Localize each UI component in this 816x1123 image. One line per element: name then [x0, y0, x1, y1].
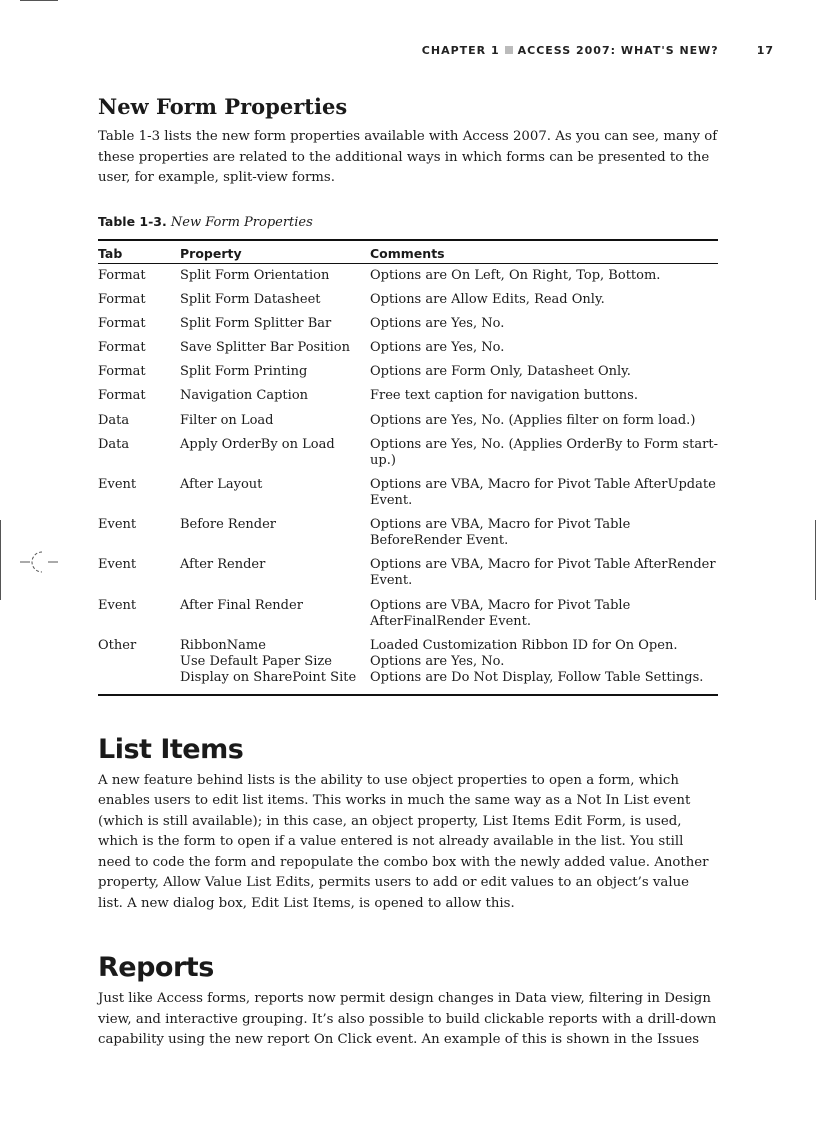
table-row — [98, 473, 718, 513]
cell-property: After Final Render — [180, 597, 303, 613]
cell-comments: Options are VBA, Macro for Pivot Table AfterRender Event. — [370, 557, 716, 589]
table-row — [98, 433, 718, 473]
cell-tab: Format — [98, 340, 146, 356]
form-properties-paragraph: Table 1-3 lists the new form properties available with Access 2007. As you can see, many of these properties are related to the additional ways in which forms can be presented to the user, for example, split-view forms. — [98, 129, 718, 185]
cell-comments: Options are Yes, No. — [370, 315, 505, 331]
cell-property: Split Form Splitter Bar — [180, 315, 332, 331]
cell-comments: Options are Yes, No. (Applies filter on form load.) — [370, 412, 696, 428]
cell-tab: Event — [98, 477, 137, 492]
cell-comments-line: Options are Yes, No. — [370, 653, 505, 669]
chapter-label: CHAPTER 1 — [421, 44, 500, 57]
reports-heading: Reports — [98, 952, 214, 984]
registration-mark-icon — [18, 548, 60, 576]
cell-property: After Render — [180, 557, 266, 573]
cell-tab: Format — [98, 267, 146, 283]
cell-property-line: RibbonName — [180, 637, 266, 653]
list-items-heading: List Items — [98, 733, 244, 765]
cell-comments: Free text caption for navigation buttons. — [370, 388, 638, 404]
cell-tab: Event — [98, 597, 137, 613]
header-tab: Tab — [98, 240, 180, 264]
form-properties-table — [98, 239, 718, 696]
list-items-paragraph: A new feature behind lists is the ability to use object properties to open a form, which enables users to edit list items. This works in much the same way as a Not In List event (which is still available); in this case, an object property, List Items Edit Form, is used, which is the form to open if a value entered is not already available in the list. You still need to code the form and repopulate the combo box with the newly added value. Another property, Allow Value List Edits, permits users to add or edit values to an object’s value list. A new dialog box, Edit List Items, is opened to allow this. — [98, 772, 709, 911]
header-property: Property — [180, 240, 370, 264]
cell-comments: Options are VBA, Macro for Pivot Table AfterUpdate Event. — [370, 477, 716, 508]
cell-property: Navigation Caption — [180, 388, 309, 404]
crop-mark-left-top — [0, 520, 1, 600]
cell-comments: Options are Yes, No. (Applies OrderBy to Form start-up.) — [370, 436, 718, 468]
table-body — [98, 263, 718, 695]
page-number: 17 — [756, 44, 774, 57]
table-row — [98, 594, 718, 634]
cell-tab: Format — [98, 364, 146, 380]
cell-tab: Format — [98, 388, 146, 404]
cell-tab: Data — [98, 412, 130, 428]
reports-paragraph: Just like Access forms, reports now permit design changes in Data view, filtering in Design view, and interactive grouping. It’s also possible to build clickable reports with a drill-down capability using the new report On Click event. An example of this is shown in the Issues — [98, 991, 717, 1048]
crop-mark-top-left — [20, 0, 58, 1]
table-row — [98, 312, 718, 336]
cell-comments: Options are VBA, Macro for Pivot Table BeforeRender Event. — [370, 517, 631, 549]
table-row — [98, 513, 718, 553]
cell-property-line: Use Default Paper Size — [180, 653, 332, 669]
cell-comments: Options are Form Only, Datasheet Only. — [370, 364, 631, 380]
cell-property: Save Splitter Bar Position — [180, 340, 350, 356]
table-row — [98, 360, 718, 384]
cell-tab: Data — [98, 436, 130, 452]
cell-comments — [370, 634, 718, 695]
cell-property: Apply OrderBy on Load — [180, 436, 335, 452]
cell-property: Before Render — [180, 517, 277, 533]
table-caption-label: Table 1-3. — [98, 213, 167, 229]
cell-comments-line: Options are Do Not Display, Follow Table Settings. — [370, 669, 704, 685]
cell-tab: Event — [98, 557, 137, 573]
table-row — [98, 336, 718, 360]
page-content — [98, 94, 718, 1051]
cell-comments: Options are Yes, No. — [370, 340, 505, 356]
chapter-title: ACCESS 2007: WHAT'S NEW? — [517, 44, 719, 57]
running-header — [98, 44, 774, 57]
cell-tab: Format — [98, 315, 146, 331]
separator-square-icon — [505, 46, 513, 54]
table-row — [98, 384, 718, 408]
table-row — [98, 263, 718, 288]
table-row — [98, 553, 718, 593]
table-row — [98, 288, 718, 312]
cell-comments: Options are VBA, Macro for Pivot Table AfterFinalRender Event. — [370, 597, 631, 629]
cell-comments-line: Loaded Customization Ribbon ID for On Open. — [370, 637, 678, 653]
table-caption-title: New Form Properties — [170, 214, 313, 230]
cell-property — [180, 634, 370, 695]
table-row — [98, 409, 718, 433]
cell-tab: Format — [98, 291, 146, 307]
cell-tab: Event — [98, 517, 137, 533]
cell-property: Split Form Datasheet — [180, 291, 321, 307]
cell-property: After Layout — [180, 477, 263, 492]
cell-tab: Other — [98, 637, 137, 653]
cell-comments: Options are On Left, On Right, Top, Bottom. — [370, 267, 661, 283]
cell-property: Split Form Orientation — [180, 267, 330, 283]
table-row-other — [98, 634, 718, 695]
form-properties-heading: New Form Properties — [98, 94, 348, 119]
table-caption — [98, 213, 718, 232]
cell-property: Split Form Printing — [180, 364, 308, 380]
cell-property-line: Display on SharePoint Site — [180, 669, 357, 685]
table-header-row — [98, 240, 718, 264]
header-comments: Comments — [370, 240, 718, 264]
cell-property: Filter on Load — [180, 412, 274, 428]
cell-comments: Options are Allow Edits, Read Only. — [370, 291, 605, 307]
